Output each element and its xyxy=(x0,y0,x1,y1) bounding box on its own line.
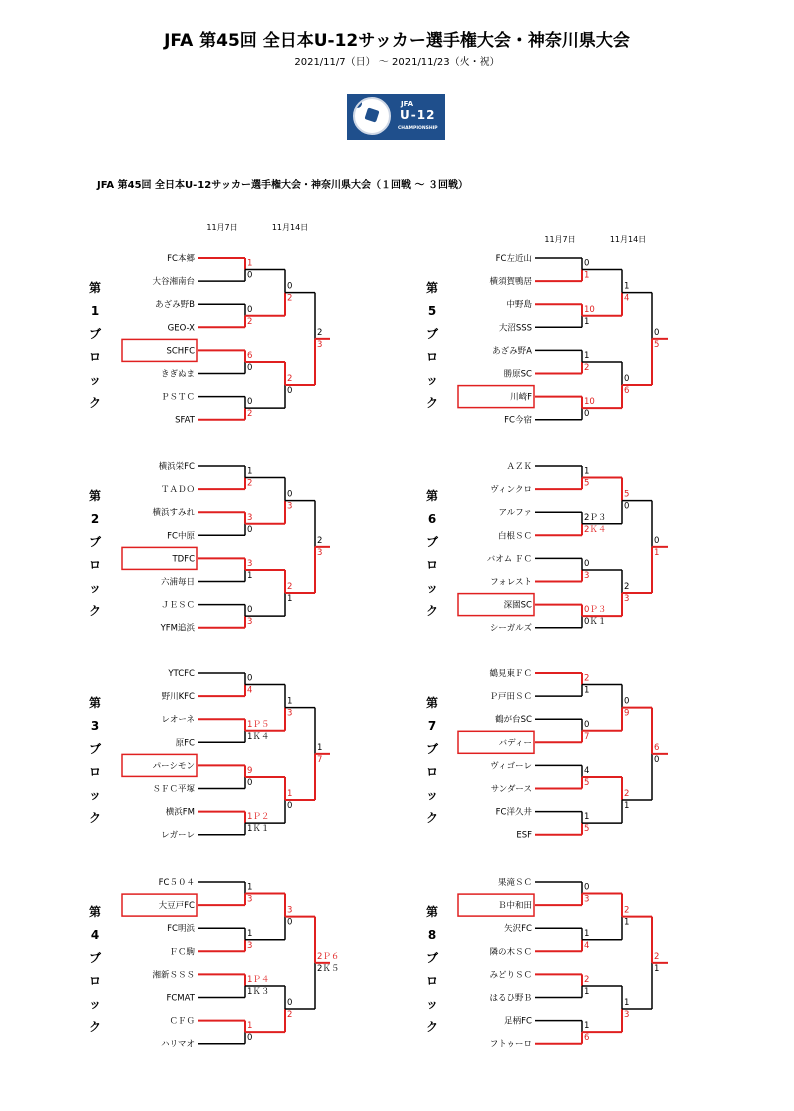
team-name: FC本郷 xyxy=(167,254,195,264)
team-name: ヴィンクロ xyxy=(490,485,532,496)
r2-score-bottom: 3 xyxy=(624,594,630,605)
block-label-char: 第 xyxy=(88,489,102,503)
team-name: レオーネ xyxy=(161,715,195,726)
r2-score-bottom: 0 xyxy=(287,386,293,397)
r1-score-bottom: 3 xyxy=(584,570,590,581)
r2-score-top: 5 xyxy=(624,489,630,500)
team-name: 原FC xyxy=(175,738,195,749)
r1-score-bottom: 1 xyxy=(584,316,590,327)
r3-score-bottom: 7 xyxy=(317,754,323,765)
team-name: FC洋久井 xyxy=(495,807,532,818)
block-label-char: ブ xyxy=(425,535,439,549)
team-name: 足柄FC xyxy=(504,1016,532,1027)
team-name: きぎぬま xyxy=(160,369,195,380)
team-name: ハリマオ xyxy=(161,1039,195,1050)
r1-score-bottom: 4 xyxy=(584,940,590,951)
logo-text-championship: CHAMPIONSHIP xyxy=(398,126,438,131)
r1-score-top: 0Ｐ３ xyxy=(584,605,607,616)
r1-score-top: 2Ｐ３ xyxy=(584,512,607,523)
team-name: 六浦毎日 xyxy=(160,577,195,588)
r2-score-top: 2 xyxy=(287,582,293,593)
block-label-char: ク xyxy=(88,604,102,618)
r2-score-bottom: 0 xyxy=(624,501,630,512)
block-label-char: 7 xyxy=(427,719,437,733)
team-name: フトゥーロ xyxy=(489,1039,532,1050)
r2-score-top: 0 xyxy=(624,374,630,385)
team-name: シーガルズ xyxy=(489,623,532,634)
block-label-char: 6 xyxy=(427,512,437,526)
block-label-char: ク xyxy=(425,604,439,618)
r3-score-bottom: 1 xyxy=(654,963,660,974)
block-label-char: ロ xyxy=(88,350,102,364)
team-name: 横浜FM xyxy=(165,807,195,818)
r2-score-top: 1 xyxy=(287,789,293,800)
team-name: 大沼SSS xyxy=(498,323,532,334)
block-label-char: 第 xyxy=(425,696,439,710)
r1-score-top: 9 xyxy=(247,765,253,776)
r1-score-top: 0 xyxy=(584,258,590,269)
r1-score-top: 6 xyxy=(247,350,253,361)
r2-score-bottom: 2 xyxy=(287,293,293,304)
block-label-char: ロ xyxy=(88,558,102,572)
team-name: ＪＥＳＣ xyxy=(160,600,195,611)
block-label-char: ク xyxy=(425,811,439,825)
r1-score-top: 0 xyxy=(247,605,253,616)
r1-score-bottom: 1 xyxy=(584,685,590,696)
block-label-char: ロ xyxy=(425,558,439,572)
team-name: はるひ野Ｂ xyxy=(489,993,532,1004)
block-label-char: ッ xyxy=(425,997,439,1011)
r2-score-bottom: 1 xyxy=(624,917,630,928)
team-name: SFAT xyxy=(175,415,195,426)
r3-score-top: 0 xyxy=(654,327,660,338)
block-label-char: ブ xyxy=(425,742,439,756)
r1-score-top: 1 xyxy=(584,812,590,823)
r2-score-bottom: 3 xyxy=(624,1010,630,1021)
r1-score-bottom: 1 xyxy=(247,570,253,581)
r1-score-bottom: 1 xyxy=(584,270,590,281)
team-name: ヴィゴーレ xyxy=(490,761,532,772)
block-label-char: ロ xyxy=(425,974,439,988)
r1-score-top: 1 xyxy=(584,1021,590,1032)
block-label-char: ク xyxy=(425,396,439,410)
team-name: あざみ野B xyxy=(155,300,195,311)
block-label-char: ッ xyxy=(88,788,102,802)
r1-score-top: 10 xyxy=(584,397,595,408)
r3-score-bottom: 0 xyxy=(654,754,660,765)
block-label-char: 第 xyxy=(88,905,102,919)
team-name: YTCFC xyxy=(168,669,195,679)
logo-text-u12: U-12 xyxy=(400,108,436,122)
team-name: ＴＡＤＯ xyxy=(160,485,195,496)
block-label-char: ブ xyxy=(88,327,102,341)
r1-score-bottom: 2 xyxy=(247,478,253,489)
team-name: GEO-X xyxy=(167,323,195,334)
r2-score-top: 2 xyxy=(624,789,630,800)
team-name: TDFC xyxy=(172,554,195,565)
team-name: ＣＦＧ xyxy=(169,1016,195,1027)
r1-score-top: 1 xyxy=(247,928,253,939)
team-name: 横須賀鴨居 xyxy=(489,277,532,288)
team-name: 白根ＳＣ xyxy=(497,531,532,542)
r1-score-top: 2 xyxy=(584,673,590,684)
r2-score-bottom: 0 xyxy=(287,917,293,928)
block-label-char: 第 xyxy=(425,281,439,295)
r3-score-bottom: 1 xyxy=(654,547,660,558)
team-name: 横浜栄FC xyxy=(158,462,195,472)
block-label-char: 5 xyxy=(427,304,437,318)
team-name: フォレスト xyxy=(490,577,532,588)
r1-score-top: 0 xyxy=(584,719,590,730)
r2-score-bottom: 6 xyxy=(624,386,630,397)
block-label-char: 3 xyxy=(90,719,100,733)
team-name: サンダース xyxy=(490,784,532,795)
block-label-char: ッ xyxy=(88,997,102,1011)
r1-score-bottom: 2 xyxy=(247,409,253,420)
r3-score-bottom: 3 xyxy=(317,339,323,350)
r3-score-top: 6 xyxy=(654,742,660,753)
r1-score-top: 0 xyxy=(584,558,590,569)
team-name: 湘新ＳＳＳ xyxy=(152,970,195,981)
r1-score-top: 0 xyxy=(247,673,253,684)
team-name: Ｂ中和田 xyxy=(497,901,532,912)
r2-score-top: 1 xyxy=(287,696,293,707)
r2-score-top: 1 xyxy=(624,281,630,292)
r1-score-top: 4 xyxy=(584,765,590,776)
r1-score-bottom: 1Ｋ４ xyxy=(247,731,270,742)
r1-score-bottom: 3 xyxy=(247,940,253,951)
date-label-r1: 11月7日 xyxy=(544,235,576,244)
block-label-char: ク xyxy=(88,1020,102,1034)
r1-score-bottom: 4 xyxy=(247,685,253,696)
r1-score-bottom: 2Ｋ４ xyxy=(584,524,607,535)
team-name: FC左近山 xyxy=(495,254,532,264)
r1-score-top: 1 xyxy=(247,1021,253,1032)
r1-score-bottom: 0 xyxy=(247,362,253,373)
block-label-char: 4 xyxy=(90,928,100,942)
r2-score-top: 0 xyxy=(287,281,293,292)
r1-score-top: 1Ｐ２ xyxy=(247,812,270,823)
r1-score-bottom: 1 xyxy=(584,986,590,997)
r3-score-top: 2 xyxy=(654,951,660,962)
r1-score-top: 1 xyxy=(247,466,253,477)
team-name: 鶴見東ＦＣ xyxy=(489,669,532,679)
team-name: 勝原SC xyxy=(503,369,532,380)
logo-text-jfa: JFA xyxy=(401,100,414,108)
r1-score-top: 0 xyxy=(584,882,590,893)
team-name: アルファ xyxy=(498,508,532,519)
r1-score-top: 0 xyxy=(247,304,253,315)
block-label-char: ッ xyxy=(88,373,102,387)
r2-score-top: 0 xyxy=(624,696,630,707)
team-name: YFM追浜 xyxy=(160,623,195,634)
team-name: みどりＳＣ xyxy=(489,970,532,981)
r2-score-top: 0 xyxy=(287,489,293,500)
r2-score-bottom: 9 xyxy=(624,708,630,719)
team-name: 大豆戸FC xyxy=(158,901,195,912)
team-name: パーシモン xyxy=(152,761,195,772)
block-label-char: ブ xyxy=(88,742,102,756)
block-label-char: ロ xyxy=(425,350,439,364)
team-name: ＦＣ駒 xyxy=(169,947,195,958)
r1-score-bottom: 3 xyxy=(247,617,253,628)
block-label-char: ク xyxy=(425,1020,439,1034)
bracket-subtitle: JFA 第45回 全日本U-12サッカー選手権大会・神奈川県大会（１回戦 ～ ３回戦） xyxy=(97,180,468,191)
r3-score-top: 2 xyxy=(317,327,323,338)
r2-score-top: 1 xyxy=(624,998,630,1009)
team-name: ＰＳＴＣ xyxy=(160,392,195,403)
r3-score-top: 0 xyxy=(654,535,660,546)
r2-score-bottom: 1 xyxy=(624,801,630,812)
r1-score-bottom: 5 xyxy=(584,478,590,489)
r3-score-bottom: 3 xyxy=(317,547,323,558)
r1-score-bottom: 5 xyxy=(584,824,590,835)
block-label-char: ッ xyxy=(88,581,102,595)
r1-score-bottom: 7 xyxy=(584,731,590,742)
r1-score-top: 1 xyxy=(584,350,590,361)
block-label-char: 第 xyxy=(88,281,102,295)
r2-score-top: 3 xyxy=(287,905,293,916)
r3-score-bottom: 2Ｋ５ xyxy=(317,963,340,974)
r1-score-top: 3 xyxy=(247,512,253,523)
block-label-char: 1 xyxy=(90,304,100,318)
date-label-r1: 11月7日 xyxy=(206,223,238,232)
team-name: SCHFC xyxy=(166,346,195,357)
block-label-char: ブ xyxy=(425,951,439,965)
team-name: 深園SC xyxy=(503,600,532,611)
team-name: Ｐ戸田ＳＣ xyxy=(489,692,532,703)
block-label-char: ク xyxy=(88,811,102,825)
block-label-char: ロ xyxy=(425,765,439,779)
r1-score-bottom: 5 xyxy=(584,777,590,788)
r1-score-bottom: 1Ｋ３ xyxy=(247,986,270,997)
r2-score-bottom: 1 xyxy=(287,594,293,605)
r1-score-top: 1Ｐ５ xyxy=(247,719,270,730)
r1-score-bottom: 1Ｋ１ xyxy=(247,824,270,835)
team-name: 鶴が台SC xyxy=(495,715,532,726)
team-name: 隣の木ＳＣ xyxy=(489,947,532,958)
r3-score-top: 1 xyxy=(317,742,323,753)
r2-score-top: 2 xyxy=(624,582,630,593)
r1-score-bottom: 0 xyxy=(247,270,253,281)
team-name: 矢沢FC xyxy=(504,924,532,935)
r2-score-top: 2 xyxy=(624,905,630,916)
r1-score-bottom: 6 xyxy=(584,1033,590,1044)
block-label-char: ク xyxy=(88,396,102,410)
r2-score-bottom: 3 xyxy=(287,708,293,719)
block-label-char: 2 xyxy=(90,512,100,526)
r2-score-top: 0 xyxy=(287,998,293,1009)
block-label-char: ッ xyxy=(425,581,439,595)
r1-score-top: 3 xyxy=(247,558,253,569)
r1-score-bottom: 0 xyxy=(247,524,253,535)
block-label-char: ロ xyxy=(88,765,102,779)
block-label-char: ロ xyxy=(88,974,102,988)
team-name: ESF xyxy=(516,830,532,841)
r2-score-top: 2 xyxy=(287,374,293,385)
r2-score-bottom: 2 xyxy=(287,1010,293,1021)
team-name: FC５０４ xyxy=(158,878,195,888)
team-name: FC今宿 xyxy=(504,415,532,426)
page-title: JFA 第45回 全日本U-12サッカー選手権大会・神奈川県大会 xyxy=(164,31,630,51)
r1-score-bottom: 3 xyxy=(584,894,590,905)
r1-score-top: 1Ｐ４ xyxy=(247,974,270,985)
r1-score-bottom: 0 xyxy=(247,777,253,788)
r1-score-top: 1 xyxy=(247,882,253,893)
team-name: FC明浜 xyxy=(167,924,195,935)
r1-score-bottom: 2 xyxy=(584,362,590,373)
block-label-char: 第 xyxy=(88,696,102,710)
r1-score-bottom: 3 xyxy=(247,894,253,905)
block-label-char: ブ xyxy=(88,535,102,549)
r2-score-bottom: 3 xyxy=(287,501,293,512)
r1-score-bottom: 0 xyxy=(584,409,590,420)
team-name: FC中原 xyxy=(167,531,195,542)
team-name: バオム ＦＣ xyxy=(486,554,532,565)
r2-score-bottom: 4 xyxy=(624,293,630,304)
team-name: 川崎F xyxy=(510,392,532,403)
r1-score-top: 0 xyxy=(247,397,253,408)
date-label-r2: 11月14日 xyxy=(271,223,309,232)
r1-score-top: 1 xyxy=(247,258,253,269)
r1-score-top: 2 xyxy=(584,974,590,985)
block-label-char: 第 xyxy=(425,905,439,919)
block-label-char: ッ xyxy=(425,373,439,387)
r2-score-bottom: 0 xyxy=(287,801,293,812)
block-label-char: ッ xyxy=(425,788,439,802)
team-name: 大谷湘南台 xyxy=(152,277,195,288)
team-name: レガーレ xyxy=(161,830,195,841)
r1-score-top: 10 xyxy=(584,304,595,315)
block-label-char: ブ xyxy=(425,327,439,341)
tournament-dates: 2021/11/7（日） ～ 2021/11/23（火・祝） xyxy=(294,57,500,68)
r3-score-top: 2Ｐ６ xyxy=(317,951,340,962)
team-name: FCMAT xyxy=(166,993,195,1004)
r1-score-top: 1 xyxy=(584,928,590,939)
r1-score-bottom: 0 xyxy=(247,1033,253,1044)
team-name: 中野島 xyxy=(506,300,532,311)
team-name: 果滝ＳＣ xyxy=(497,878,532,888)
date-label-r2: 11月14日 xyxy=(609,235,647,244)
r1-score-bottom: 0Ｋ１ xyxy=(584,617,607,628)
team-name: バディー xyxy=(498,738,532,749)
team-name: ＡＺＫ xyxy=(506,462,532,472)
team-name: 野川KFC xyxy=(161,692,195,703)
block-label-char: ブ xyxy=(88,951,102,965)
r3-score-bottom: 5 xyxy=(654,339,660,350)
r3-score-top: 2 xyxy=(317,535,323,546)
r1-score-top: 1 xyxy=(584,466,590,477)
r1-score-bottom: 2 xyxy=(247,316,253,327)
block-label-char: 第 xyxy=(425,489,439,503)
team-name: あざみ野A xyxy=(492,346,532,357)
team-name: ＳＦＣ平塚 xyxy=(152,784,195,795)
block-label-char: 8 xyxy=(427,928,437,942)
team-name: 横浜すみれ xyxy=(152,508,195,519)
